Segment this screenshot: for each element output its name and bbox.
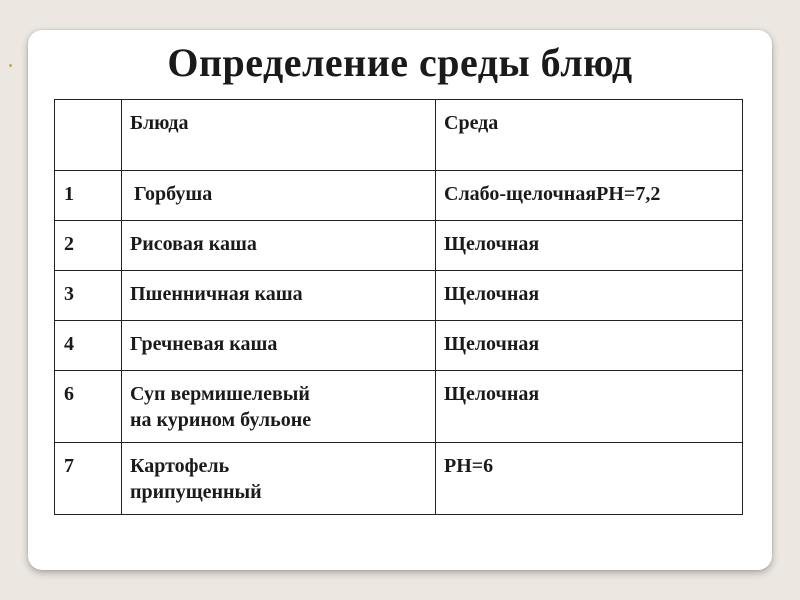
row-medium: PH=6 bbox=[436, 443, 743, 515]
row-dish: Гречневая каша bbox=[122, 321, 436, 371]
row-medium: Щелочная bbox=[436, 321, 743, 371]
row-dish-line1: Картофель bbox=[130, 455, 230, 477]
row-dish: Рисовая каша bbox=[122, 221, 436, 271]
row-number: 6 bbox=[55, 371, 122, 443]
table-row bbox=[55, 171, 743, 221]
table-row bbox=[55, 321, 743, 371]
row-dish bbox=[122, 371, 436, 443]
row-dish-line1: Суп вермишелевый bbox=[130, 383, 310, 405]
row-dish bbox=[122, 443, 436, 515]
dishes-table bbox=[54, 99, 743, 515]
row-dish-line2: припущенный bbox=[130, 481, 262, 503]
row-dish: Пшенничная каша bbox=[122, 271, 436, 321]
table-row bbox=[55, 371, 743, 443]
row-dish: Горбуша bbox=[122, 171, 436, 221]
table-row bbox=[55, 221, 743, 271]
table-row bbox=[55, 443, 743, 515]
row-dish-line2: на курином бульоне bbox=[130, 409, 312, 431]
table-row bbox=[55, 271, 743, 321]
row-medium: Щелочная bbox=[436, 221, 743, 271]
header-cell-medium: Среда bbox=[436, 100, 743, 171]
row-medium: Щелочная bbox=[436, 271, 743, 321]
row-number: 4 bbox=[55, 321, 122, 371]
header-cell-dishes: Блюда bbox=[122, 100, 436, 171]
row-medium: Слабо-щелочнаяPH=7,2 bbox=[436, 171, 743, 221]
row-number: 7 bbox=[55, 443, 122, 515]
header-cell-number bbox=[55, 100, 122, 171]
row-number: 2 bbox=[55, 221, 122, 271]
row-number: 3 bbox=[55, 271, 122, 321]
table-header-row bbox=[55, 100, 743, 171]
slide-title: Определение среды блюд bbox=[167, 40, 633, 85]
row-medium: Щелочная bbox=[436, 371, 743, 443]
row-number: 1 bbox=[55, 171, 122, 221]
